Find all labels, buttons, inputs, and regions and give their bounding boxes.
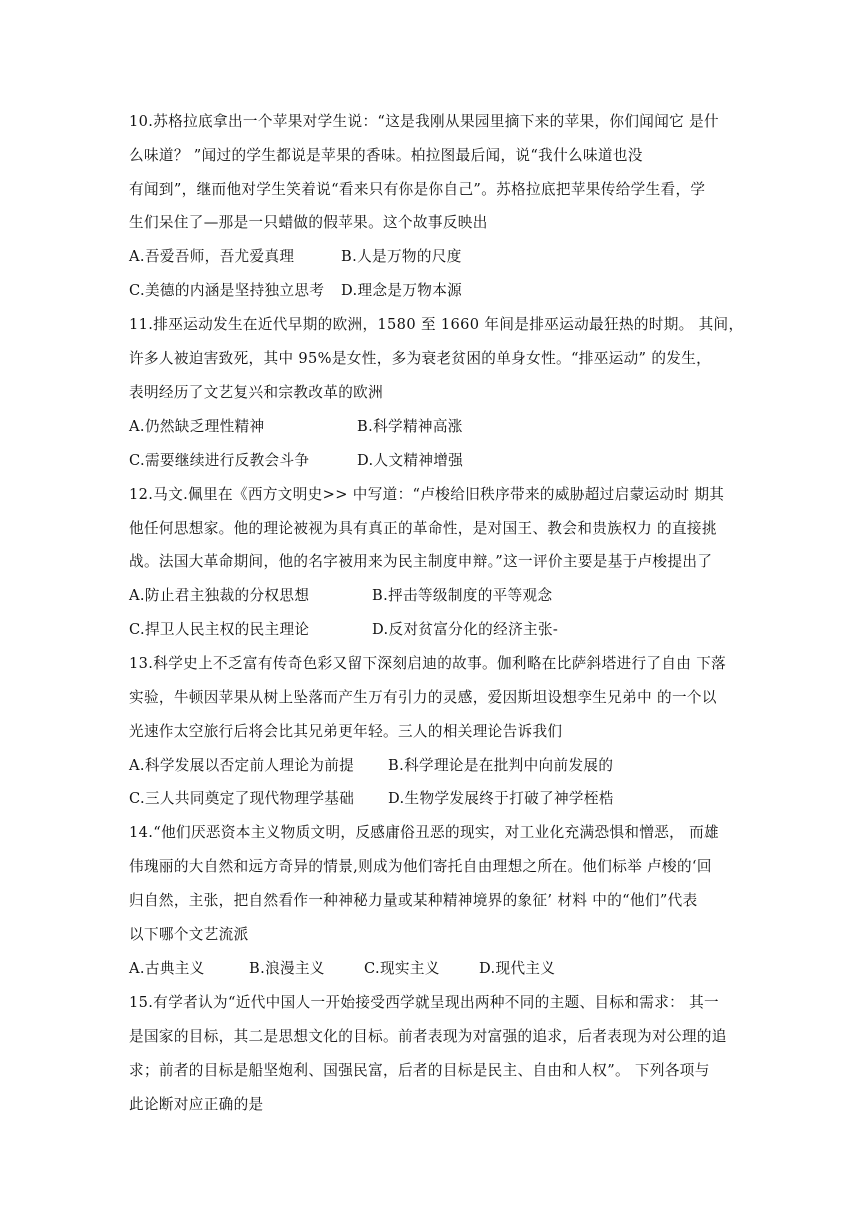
question-14-line-2: 伟瑰丽的大自然和远方奇异的情景,则成为他们寄托自由理想之所在。他们标举 卢梭的‘回 <box>129 858 712 875</box>
option-d: D.反对贫富分化的经济主张- <box>372 621 559 638</box>
option-a: A.科学发展以否定前人理论为前提 <box>129 757 355 774</box>
question-13-line-1: 13.科学史上不乏富有传奇色彩又留下深刻启迪的故事。伽利略在比萨斜塔进行了自由 下落 <box>129 655 727 672</box>
option-b: B.科学精神高涨 <box>357 418 463 435</box>
question-14-line-1: 14.“他们厌恶资本主义物质文明，反感庸俗丑恶的现实，对工业化充满恐惧和憎恶， 而雄 <box>129 824 719 841</box>
option-d: D.生物学发展终于打破了神学桎梏 <box>388 790 614 807</box>
question-12-line-3: 战。法国大革命期间，他的名字被用来为民主制度申辩。”这一评价主要是基于卢梭提出了 <box>129 553 713 570</box>
option-b: B.科学理论是在批判中向前发展的 <box>388 757 614 774</box>
option-b: B.抨击等级制度的平等观念 <box>372 587 553 604</box>
option-d: D.现代主义 <box>479 960 556 977</box>
question-11-line-3: 表明经历了文艺复兴和宗教改革的欧洲 <box>129 384 384 401</box>
question-10-line-1: 10.苏格拉底拿出一个苹果对学生说：“这是我刚从果园里摘下来的苹果，你们闻闻它 是什 <box>129 113 719 130</box>
question-15-line-4: 此论断对应正确的是 <box>129 1096 264 1113</box>
question-12-line-2: 他任何思想家。他的理论被视为具有真正的革命性，是对国王、教会和贵族权力 的直接挑 <box>129 520 717 537</box>
option-c: C.需要继续进行反教会斗争 <box>129 452 310 469</box>
option-a: A.仍然缺乏理性精神 <box>129 418 265 435</box>
question-11-line-1: 11.排巫运动发生在近代早期的欧洲，1580 至 1660 年间是排巫运动最狂热的时期。 其间， <box>129 316 744 333</box>
option-c: C.捍卫人民主权的民主理论 <box>129 621 310 638</box>
option-a: A.吾爱吾师，吾尤爱真理 <box>129 248 295 265</box>
option-b: B.人是万物的尺度 <box>341 248 462 265</box>
question-15-line-1: 15.有学者认为“近代中国人一开始接受西学就呈现出两种不同的主题、目标和需求： 其一 <box>129 994 719 1011</box>
question-13-line-2: 实验，牛顿因苹果从树上坠落而产生万有引力的灵感，爱因斯坦设想孪生兄弟中 的一个以 <box>129 689 717 706</box>
question-15-line-2: 是国家的目标，其二是思想文化的目标。前者表现为对富强的追求，后者表现为对公理的追 <box>129 1028 727 1045</box>
option-b: B.浪漫主义 <box>249 960 325 977</box>
option-c: C.现实主义 <box>364 960 440 977</box>
option-c: C.美德的内涵是坚持独立思考 <box>129 282 325 299</box>
option-d: D.理念是万物本源 <box>341 282 463 299</box>
option-d: D.人文精神增强 <box>357 452 464 469</box>
question-12-line-1: 12.马文.佩里在《西方文明史>> 中写道：“卢梭给旧秩序带来的威胁超过启蒙运动时 期其 <box>129 486 725 503</box>
question-11-line-2: 许多人被迫害致死，其中 95%是女性，多为衰老贫困的单身女性。“排巫运动” 的发生， <box>129 350 712 367</box>
question-10-line-4: 生们呆住了—那是一只蜡做的假苹果。这个故事反映出 <box>129 214 488 231</box>
question-13-line-3: 光速作太空旅行后将会比其兄弟更年轻。三人的相关理论告诉我们 <box>129 723 563 740</box>
option-c: C.三人共同奠定了现代物理学基础 <box>129 790 355 807</box>
question-10-line-2: 么味道？ ”闻过的学生都说是苹果的香味。柏拉图最后闻，说“我什么味道也没 <box>129 147 643 164</box>
question-14-line-4: 以下哪个文艺流派 <box>129 926 249 943</box>
question-10-line-3: 有闻到”，继而他对学生笑着说“看来只有你是你自己”。苏格拉底把苹果传给学生看，学 <box>129 181 706 198</box>
option-a: A.古典主义 <box>129 960 205 977</box>
option-a: A.防止君主独裁的分权思想 <box>129 587 310 604</box>
question-14-line-3: 归自然，主张，把自然看作一种神秘力量或某种精神境界的象征’ 材料 中的“他们”代表 <box>129 892 698 909</box>
question-15-line-3: 求；前者的目标是船坚炮利、国强民富，后者的目标是民主、自由和人权”。 下列各项与 <box>129 1062 710 1079</box>
